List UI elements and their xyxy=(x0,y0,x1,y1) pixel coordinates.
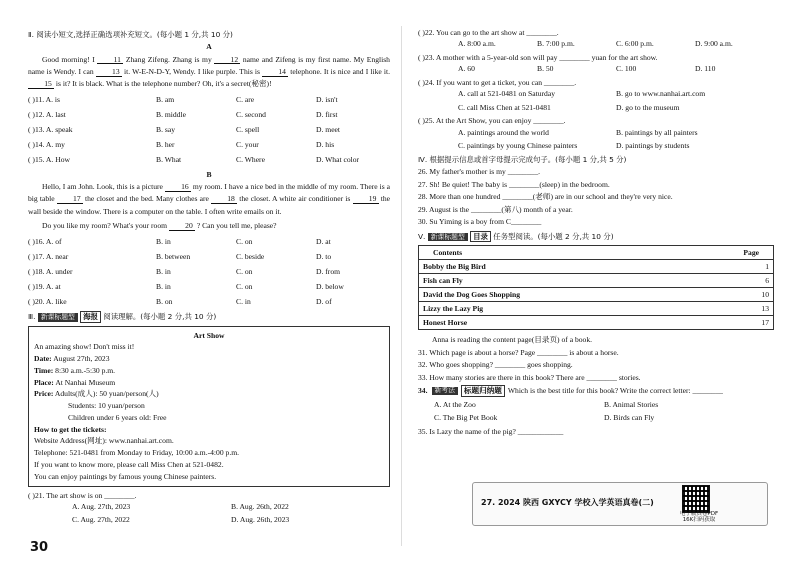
mc-row[interactable]: ( )11. A. is B. am C. are D. isn't xyxy=(28,95,338,105)
contents-tag: 目录 xyxy=(470,231,491,242)
passage-b: Hello, I am John. Look, this is a picture 16 my room. I have a nice bed in the middle of my room. There is a big table 17 the closet and the bed. Many clothes are 18 the closet. A white air conditioner is 19 the wall beside the window. There is a computer on the table. I often write emails on it. xyxy=(28,182,391,216)
mc-row[interactable]: ( )18. A. under B. in C. on D. from xyxy=(28,267,341,277)
poster-line: You can enjoy paintings by famous young Chinese painters. xyxy=(34,471,217,481)
question-29[interactable]: 29. August is the ________(第八) month of a year. xyxy=(418,204,573,214)
poster-date: Date: August 27th, 2023 xyxy=(34,354,110,364)
options: A. Aug. 27th, 2023 B. Aug. 26th, 2022 C. Aug. 27th, 2022 D. Aug. 26th, 2023 xyxy=(72,501,290,525)
mc-row[interactable]: ( )20. A. like B. on C. in D. of xyxy=(28,297,332,307)
passage-a-label: A xyxy=(206,42,212,52)
question-34-options: A. At the Zoo B. Animal Stories C. The Big Pet Book D. Birds can Fly xyxy=(434,399,659,423)
options: A. call at 521-0481 on Saturday B. go to www.nanhai.art.com C. call Miss Chen at 521-0481 D. go to the museum xyxy=(458,89,706,112)
question-25[interactable] xyxy=(418,116,774,150)
poster-tag: 海报 xyxy=(80,311,101,322)
question-23[interactable] xyxy=(418,53,774,74)
poster-line: Children under 6 years old: Free xyxy=(68,412,167,422)
mc-row[interactable]: ( )15. A. How B. What C. Where D. What color xyxy=(28,155,360,165)
contents-row: Honest Horse 17 xyxy=(423,318,769,327)
contents-header: Contents Page xyxy=(419,246,773,260)
question-30[interactable]: 30. Su Yiming is a boy from C________ xyxy=(418,217,542,227)
page-number: 30 xyxy=(30,540,49,555)
qr-caption: 电子版真卷PDF 16K扫码获取 xyxy=(679,511,719,524)
right-column xyxy=(418,28,774,439)
blank-11: 11 xyxy=(97,56,123,65)
column-divider xyxy=(401,26,402,546)
question-34[interactable]: 34. 新考法 标题归纳题 Which is the best title for this book? Write the correct letter: ________ xyxy=(418,386,723,396)
contents-row: Lizzy the Lazy Pig 13 xyxy=(419,302,773,316)
title-tag: 标题归纳题 xyxy=(461,385,505,396)
question-21[interactable] xyxy=(28,491,390,525)
poster-place: Place: At Nanhai Museum xyxy=(34,377,116,387)
blank-20: 20 xyxy=(169,222,195,231)
mc-group-b xyxy=(28,234,390,309)
blank-14: 14 xyxy=(262,68,288,77)
passage-b-p2: Do you like my room? What's your room 20 ? Can you tell me, please? xyxy=(42,221,277,230)
blank-15: 15 xyxy=(28,80,54,89)
blank-13: 13 xyxy=(96,68,122,77)
question-22[interactable] xyxy=(418,28,774,49)
question-31[interactable]: 31. Which page is about a horse? Page ________ is about a horse. xyxy=(418,347,619,357)
blank-18: 18 xyxy=(211,195,237,204)
blank-19: 19 xyxy=(353,195,379,204)
question-text: ( )24. If you want to get a ticket, you can ________. xyxy=(418,77,577,87)
poster-line: How to get the tickets: xyxy=(34,424,107,434)
blank-17: 17 xyxy=(57,195,83,204)
poster-line: Students: 10 yuan/person xyxy=(68,401,145,411)
contents-row: Bobby the Big Bird 1 xyxy=(419,260,773,274)
exam-title: 27. 2024 陕西 GXYCY 学校入学英语真卷(二) xyxy=(481,498,654,507)
question-28[interactable]: 28. More than one hundred ________(老师) are in our school and they're very nice. xyxy=(418,192,673,202)
blank-12: 12 xyxy=(214,56,240,65)
question-text: ( )25. At the Art Show, you can enjoy ________. xyxy=(418,116,566,126)
passage-b-label: B xyxy=(206,169,212,179)
question-35[interactable]: 35. Is Lazy the name of the pig? ____________ xyxy=(418,426,564,436)
art-show-poster xyxy=(28,326,390,487)
poster-line: Website Address(网址): www.nanhai.art.com. xyxy=(34,436,174,446)
question-32[interactable]: 32. Who goes shopping? ________ goes shopping. xyxy=(418,360,573,370)
mc-row[interactable]: ( )12. A. last B. middle C. second D. first xyxy=(28,110,338,120)
mc-row[interactable]: ( )17. A. near B. between C. beside D. to xyxy=(28,252,332,262)
poster-time: Time: 8:30 a.m.-5:30 p.m. xyxy=(34,365,116,375)
section-4-title: Ⅳ. 根据提示信息或首字母提示完成句子。(每小题 1 分,共 5 分) xyxy=(418,154,627,164)
mc-group-a xyxy=(28,93,390,168)
question-text: ( )23. A mother with a 5-year-old son will pay ________ yuan for the art show. xyxy=(418,52,658,62)
new-method-tag: 新考法 xyxy=(432,387,458,395)
question-text: ( )21. The art show is on ________. xyxy=(28,490,137,500)
passage-a: Good morning! I 11 Zhang Zifeng. Zhang is my 12 name and Zifeng is my first name. My English name is Wendy. I can 13 it. W-E-N-D-Y, Wendy. I like purple. This is 14 telephone. It is nice and I like it. 15 is it? It is black. What is the telephone number? Oh, it's a secret(秘密)! xyxy=(28,54,390,89)
options: A. 60 B. 50 C. 100 D. 110 xyxy=(458,64,716,74)
exam-footer-banner xyxy=(472,482,768,526)
options: A. 8:00 a.m. B. 7:00 p.m. C. 6:00 p.m. D. 9:00 a.m. xyxy=(458,39,733,49)
options: A. paintings around the world B. paintings by all painters C. paintings by young Chinese painters D. paintings by students xyxy=(458,127,698,151)
mc-row[interactable]: ( )13. A. speak B. say C. spell D. meet xyxy=(28,125,341,135)
question-text: ( )22. You can go to the art show at ________. xyxy=(418,28,559,37)
poster-line: An amazing show! Don't miss it! xyxy=(34,342,135,352)
poster-line: Telephone: 521-0481 from Monday to Friday, 10:00 a.m.-4:00 p.m. xyxy=(34,448,240,458)
poster-price: Price: Adults(成人): 50 yuan/person(人) xyxy=(34,389,159,399)
contents-row: David the Dog Goes Shopping 10 xyxy=(419,288,773,302)
poster-title: Art Show xyxy=(193,330,225,340)
blank-16: 16 xyxy=(165,183,191,192)
mc-row[interactable]: ( )14. A. my B. her C. your D. his xyxy=(28,140,335,150)
contents-table xyxy=(418,245,774,330)
mc-row[interactable]: ( )19. A. at B. in C. on D. below xyxy=(28,282,344,292)
left-column xyxy=(28,28,390,529)
section-2-title: Ⅱ. 阅读小短文,选择正确选项补充短文。(每小题 1 分,共 10 分) xyxy=(28,30,233,39)
new-type-tag: 新课标题型 xyxy=(428,233,468,241)
mc-row[interactable]: ( )16. A. of B. in C. on D. at xyxy=(28,237,331,247)
question-24[interactable] xyxy=(418,78,774,112)
question-26[interactable]: 26. My father's mother is my ________. xyxy=(418,167,541,177)
contents-row: Fish can Fly 6 xyxy=(419,274,773,288)
section-5-title: Ⅴ. 新课标题型 目录 任务型阅读。(每小题 2 分,共 10 分) xyxy=(418,231,614,241)
new-type-tag: 新课标题型 xyxy=(38,313,78,321)
poster-line: If you want to know more, please call Miss Chen at 521-0482. xyxy=(34,459,224,469)
question-27[interactable]: 27. Sh! Be quiet! The baby is ________(sleep) in the bedroom. xyxy=(418,179,610,189)
section-3-title: Ⅲ. 新课标题型 海报 阅读理解。(每小题 2 分,共 10 分) xyxy=(28,312,217,322)
qr-code-icon[interactable] xyxy=(682,485,710,513)
reading-intro: Anna is reading the content page(目录页) of a book. xyxy=(432,335,593,345)
question-33[interactable]: 33. How many stories are there in this book? There are ________ stories. xyxy=(418,372,641,382)
